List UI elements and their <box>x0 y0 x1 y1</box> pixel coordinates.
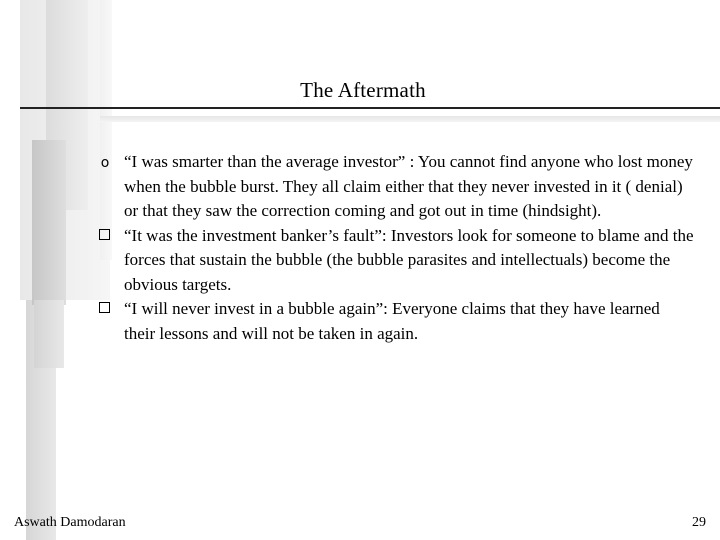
bullet-list <box>94 150 694 346</box>
square-bullet-icon <box>99 229 110 240</box>
square-bullet-icon <box>99 302 110 313</box>
background-decoration <box>32 140 66 305</box>
bullet-text: “I will never invest in a bubble again”: Everyone claims that they have learned their lessons and will not be taken in again. <box>124 299 660 343</box>
background-decoration <box>34 300 64 368</box>
bullet-text: “It was the investment banker’s fault”: Investors look for someone to blame and the forces that sustain the bubble (the bubble parasites and intellectuals) become the obvious targets. <box>124 225 694 294</box>
bullet-item <box>94 224 694 298</box>
title-divider-shadow <box>100 116 720 122</box>
footer-author: Aswath Damodaran <box>14 515 126 530</box>
circle-bullet-icon: o <box>100 155 110 171</box>
bullet-text: “I was smarter than the average investor” : You cannot find anyone who lost money when the bubble burst. They all claim either that they never invested in it ( denial) or that they saw the correction coming and got out in time (hindsight). <box>124 152 693 220</box>
title-divider <box>20 107 720 109</box>
slide-title: The Aftermath <box>300 78 426 102</box>
bullet-item <box>94 297 694 346</box>
bullet-item <box>94 150 694 224</box>
page-number: 29 <box>692 515 706 530</box>
